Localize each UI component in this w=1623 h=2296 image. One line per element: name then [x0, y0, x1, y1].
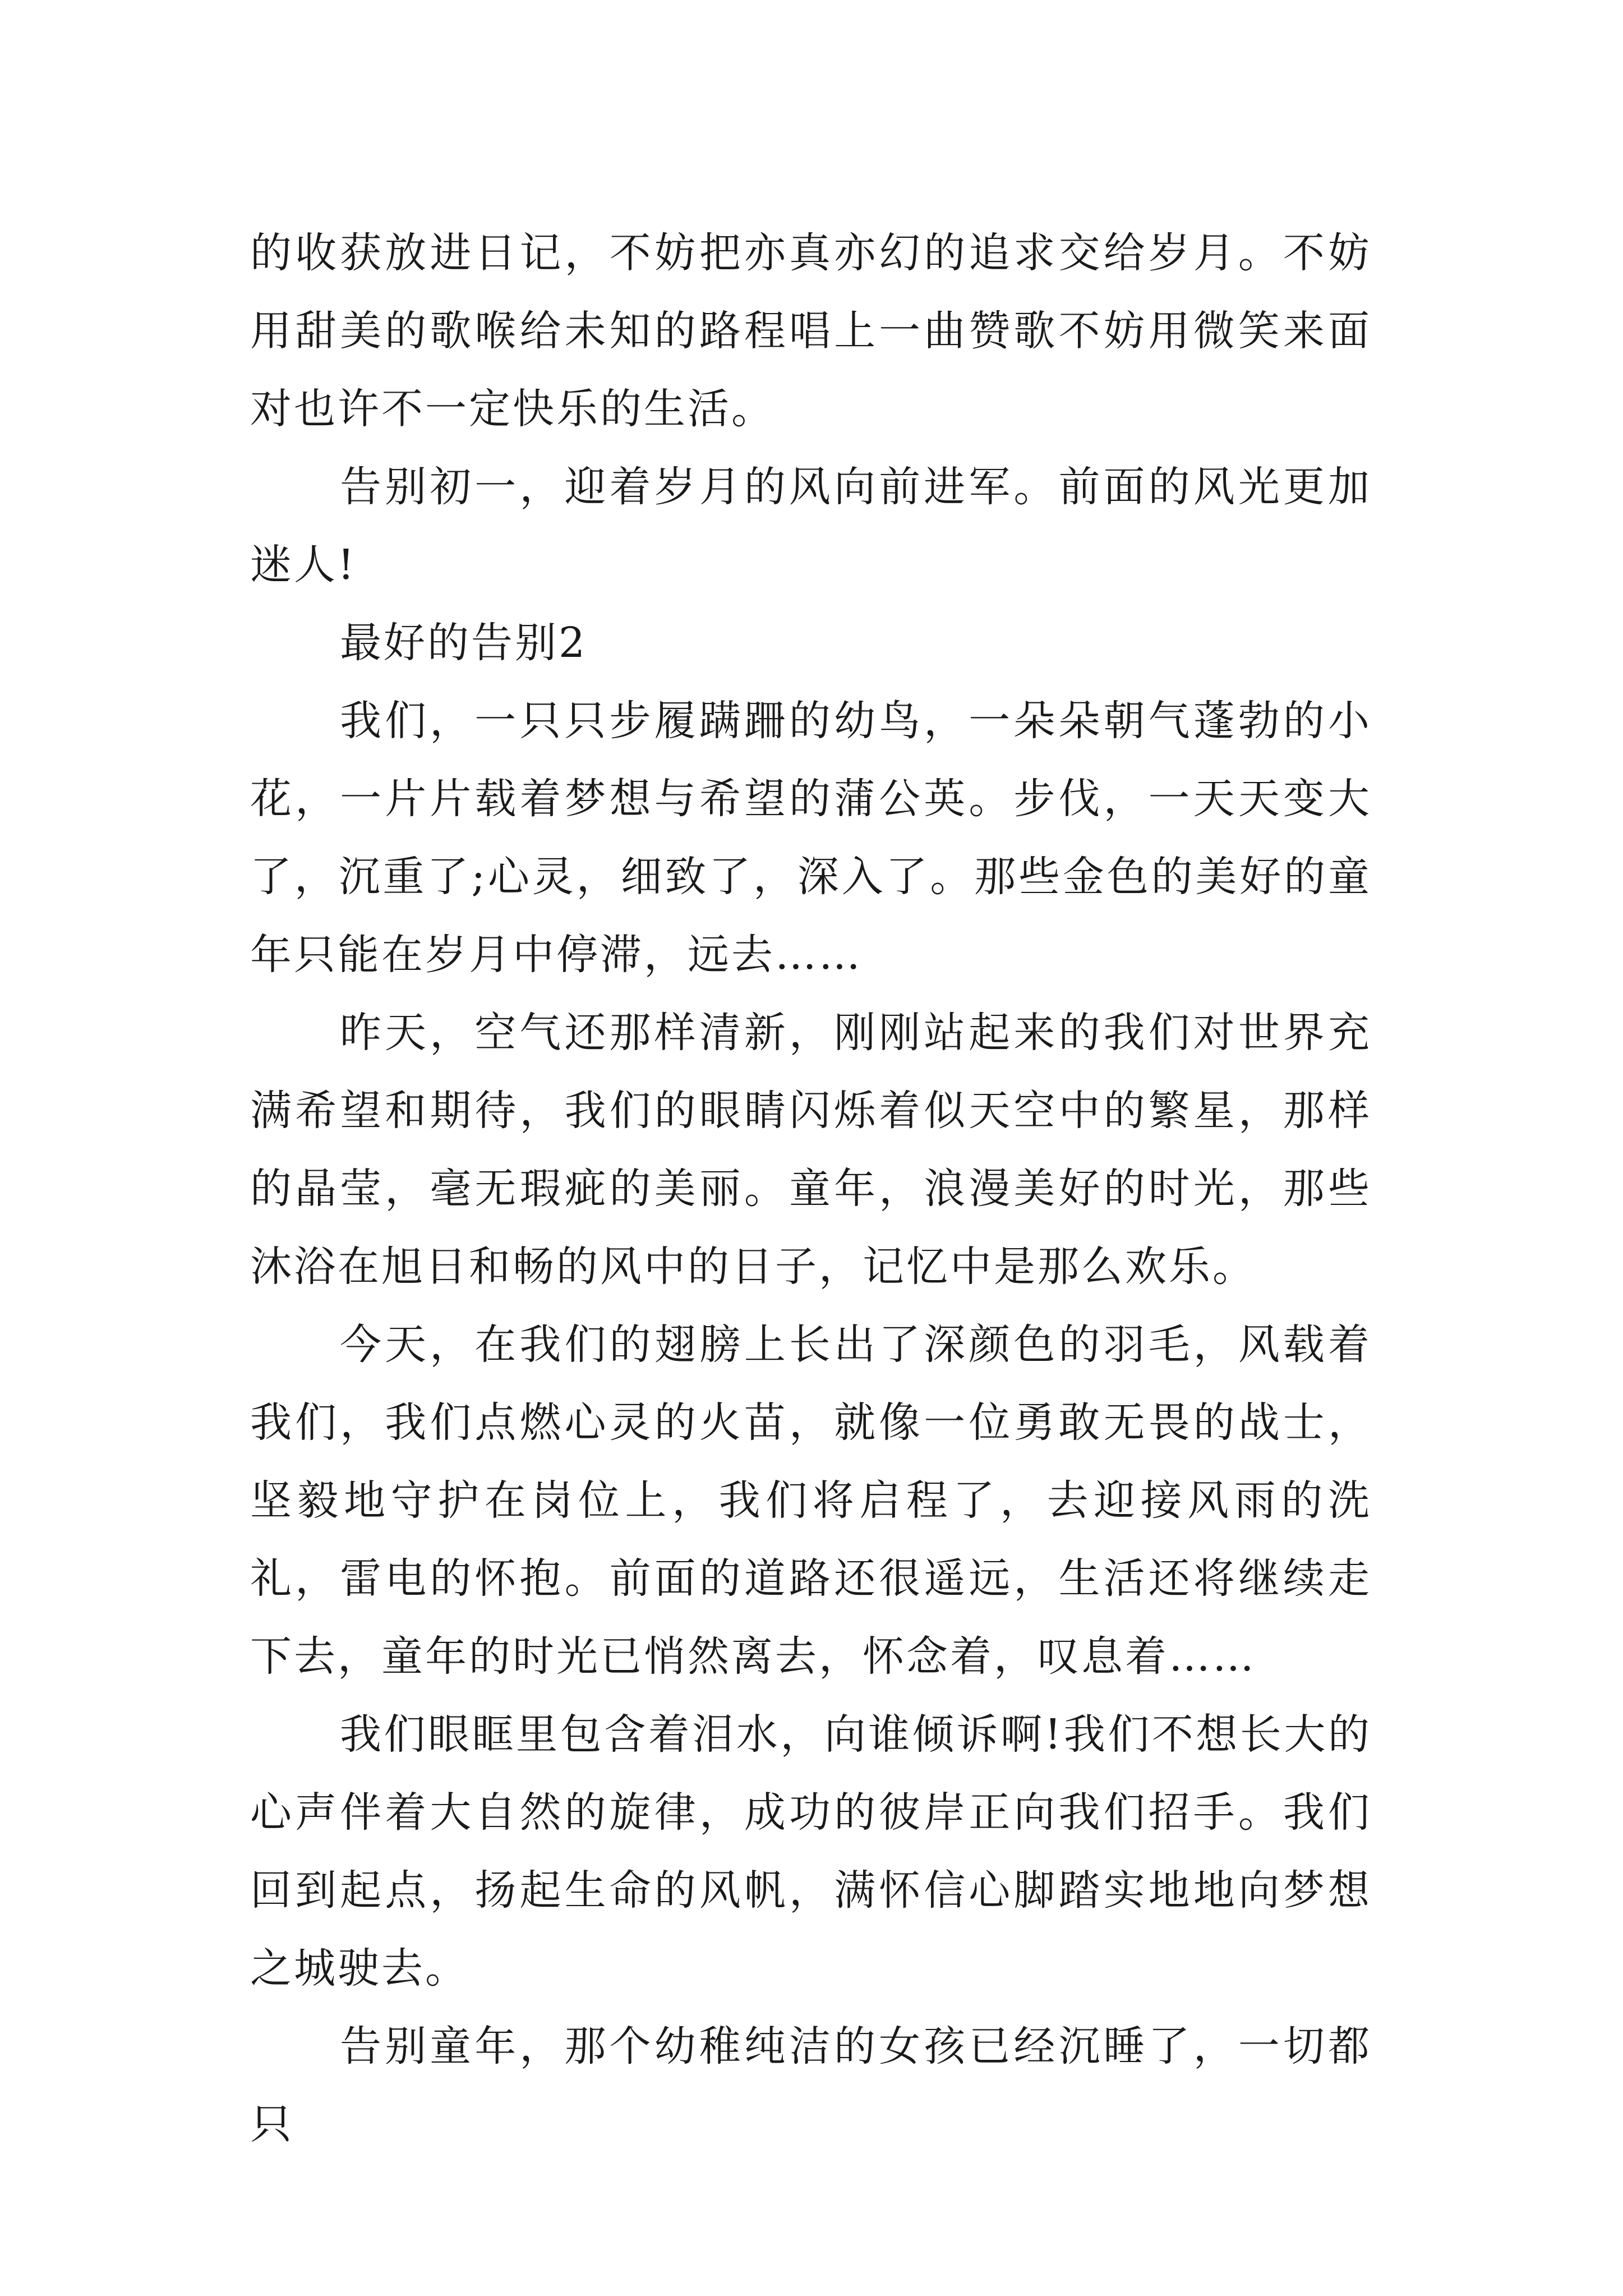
paragraph: 告别童年，那个幼稚纯洁的女孩已经沉睡了，一切都只 — [250, 2022, 1372, 2148]
paragraph: 昨天，空气还那样清新，刚刚站起来的我们对世界充满希望和期待，我们的眼睛闪烁着似天空中的繁星，那样的晶莹，毫无瑕疵的美丽。童年，浪漫美好的时光，那些沐浴在旭日和畅的风中的日子，记忆中是那么欢乐。 — [250, 1009, 1372, 1291]
section-title: 最好的告别2 — [340, 619, 588, 667]
paragraph: 我们，一只只步履蹒跚的幼鸟，一朵朵朝气蓬勃的小花，一片片载着梦想与希望的蒲公英。步伐，一天天变大了，沉重了;心灵，细致了，深入了。那些金色的美好的童年只能在岁月中停滞，远去…… — [250, 697, 1372, 979]
paragraph-continuation: 的收获放进日记，不妨把亦真亦幻的追求交给岁月。不妨用甜美的歌喉给未知的路程唱上一曲赞歌不妨用微笑来面对也许不一定快乐的生活。 — [250, 229, 1372, 433]
paragraph: 告别初一，迎着岁月的风向前进军。前面的风光更加迷人! — [250, 463, 1372, 589]
paragraph: 我们眼眶里包含着泪水，向谁倾诉啊!我们不想长大的心声伴着大自然的旋律，成功的彼岸正向我们招手。我们回到起点，扬起生命的风帆，满怀信心脚踏实地地向梦想之城驶去。 — [250, 1710, 1372, 1993]
paragraph: 今天，在我们的翅膀上长出了深颜色的羽毛，风载着我们，我们点燃心灵的火苗，就像一位勇敢无畏的战士，坚毅地守护在岗位上，我们将启程了，去迎接风雨的洗礼，雷电的怀抱。前面的道路还很遥远，生活还将继续走下去，童年的时光已悄然离去，怀念着，叹息着…… — [250, 1320, 1372, 1681]
document-body — [250, 214, 1372, 2164]
